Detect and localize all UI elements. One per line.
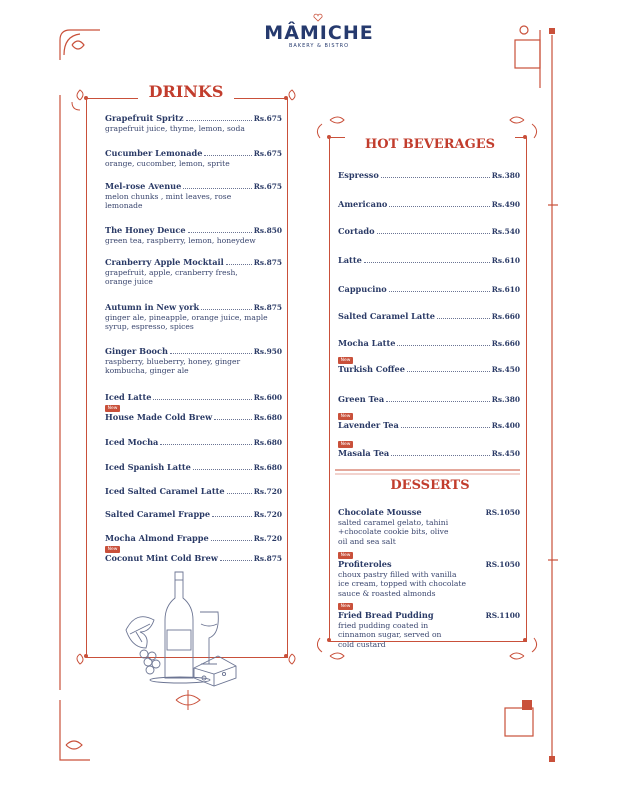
- item-price: Rs.720: [253, 534, 282, 543]
- item-price: Rs.400: [491, 421, 520, 430]
- item-price: Rs.610: [491, 256, 520, 265]
- item-price: Rs.850: [253, 226, 282, 235]
- drinks-title: DRINKS: [138, 82, 234, 101]
- item-price: Rs.450: [491, 449, 520, 458]
- item-price: RS.1100: [485, 611, 520, 620]
- item-name: Cranberry Apple Mocktail: [105, 257, 224, 267]
- item-name: Fried Bread Pudding: [338, 610, 434, 620]
- item-price: Rs.720: [253, 510, 282, 519]
- item-desc: grapefruit juice, thyme, lemon, soda: [105, 124, 245, 133]
- beverage-item: [338, 284, 520, 295]
- item-name: Americano: [338, 199, 388, 209]
- item-name: Ginger Booch: [105, 346, 168, 356]
- item-price: Rs.660: [491, 339, 520, 348]
- beverage-item: [338, 413, 520, 431]
- item-name: Coconut Mint Cold Brew: [105, 553, 218, 563]
- item-price: Rs.680: [253, 438, 282, 447]
- item-name: Salted Caramel Latte: [338, 311, 436, 321]
- item-price: Rs.680: [253, 413, 282, 422]
- item-price: Rs.720: [253, 487, 282, 496]
- item-name: Chocolate Mousse: [338, 507, 422, 517]
- item-desc: raspberry, blueberry, honey, ginger kombucha, ginger ale: [105, 357, 241, 376]
- item-desc: choux pastry filled with vanilla ice cream, topped with chocolate sauce & roasted almonds: [338, 570, 466, 598]
- item-desc: green tea, raspberry, lemon, honeydew: [105, 236, 256, 245]
- item-name: Iced Latte: [105, 392, 152, 402]
- item-name: Iced Mocha: [105, 437, 159, 447]
- item-price: Rs.675: [253, 114, 282, 123]
- item-price: Rs.875: [253, 303, 282, 312]
- hot-beverages-title: HOT BEVERAGES: [345, 137, 515, 152]
- item-name: Latte: [338, 255, 362, 265]
- dessert-item: [338, 507, 520, 546]
- item-price: Rs.610: [491, 285, 520, 294]
- new-badge: New: [338, 603, 353, 610]
- beverage-item: [338, 357, 520, 375]
- beverage-item: [338, 255, 520, 266]
- item-name: Cortado: [338, 226, 375, 236]
- new-badge: New: [338, 441, 353, 448]
- brand-tagline: BAKERY & BISTRO: [288, 43, 350, 49]
- item-price: RS.1050: [485, 560, 520, 569]
- item-price: Rs.950: [253, 347, 282, 356]
- item-name: Espresso: [338, 170, 379, 180]
- item-desc: ginger ale, pineapple, orange juice, maple syrup, espresso, spices: [105, 313, 268, 332]
- item-price: Rs.675: [253, 182, 282, 191]
- brand-name: MÂMICHE: [264, 22, 374, 44]
- item-price: Rs.660: [491, 312, 520, 321]
- item-name: Salted Caramel Frappe: [105, 509, 211, 519]
- item-name: Lavender Tea: [338, 420, 399, 430]
- item-price: RS.1050: [485, 508, 520, 517]
- dessert-item: [338, 552, 520, 598]
- item-name: Cucumber Lemonade: [105, 148, 203, 158]
- beverage-item: [338, 394, 520, 405]
- item-price: Rs.380: [491, 171, 520, 180]
- item-name: Mocha Almond Frappe: [105, 533, 209, 543]
- item-name: Iced Spanish Latte: [105, 462, 191, 472]
- item-name: Grapefruit Spritz: [105, 113, 184, 123]
- item-name: Autumn in New york: [105, 302, 200, 312]
- beverage-item: [338, 311, 520, 322]
- new-badge: New: [338, 413, 353, 420]
- new-badge: New: [105, 405, 120, 412]
- item-desc: orange, cucomber, lemon, sprite: [105, 159, 230, 168]
- dessert-item: [338, 603, 520, 649]
- item-name: Mel-rose Avenue: [105, 181, 182, 191]
- item-price: Rs.540: [491, 227, 520, 236]
- desserts-title: DESSERTS: [370, 478, 490, 493]
- item-price: Rs.675: [253, 149, 282, 158]
- beverage-item: [338, 170, 520, 181]
- beverage-item: [338, 199, 520, 210]
- item-name: Mocha Latte: [338, 338, 396, 348]
- item-price: Rs.875: [253, 258, 282, 267]
- item-desc: grapefruit, apple, cranberry fresh, orange juice: [105, 268, 238, 287]
- item-name: Cappucino: [338, 284, 387, 294]
- item-name: Green Tea: [338, 394, 385, 404]
- item-name: The Honey Deuce: [105, 225, 186, 235]
- item-name: House Made Cold Brew: [105, 412, 213, 422]
- item-name: Turkish Coffee: [338, 364, 405, 374]
- item-price: Rs.600: [253, 393, 282, 402]
- item-name: Masala Tea: [338, 448, 390, 458]
- item-price: Rs.380: [491, 395, 520, 404]
- item-name: Profiteroles: [338, 559, 392, 569]
- beverage-item: [338, 338, 520, 349]
- beverage-item: [338, 441, 520, 459]
- item-name: Iced Salted Caramel Latte: [105, 486, 225, 496]
- new-badge: New: [105, 546, 120, 553]
- item-price: Rs.490: [491, 200, 520, 209]
- item-price: Rs.875: [253, 554, 282, 563]
- item-desc: melon chunks , mint leaves, rose lemonade: [105, 192, 232, 211]
- new-badge: New: [338, 552, 353, 559]
- item-desc: salted caramel gelato, tahini +chocolate cookie bits, olive oil and sea salt: [338, 518, 449, 546]
- new-badge: New: [338, 357, 353, 364]
- item-desc: fried pudding coated in cinnamon sugar, served on cold custard: [338, 621, 442, 649]
- item-price: Rs.450: [491, 365, 520, 374]
- item-price: Rs.680: [253, 463, 282, 472]
- beverage-item: [338, 226, 520, 237]
